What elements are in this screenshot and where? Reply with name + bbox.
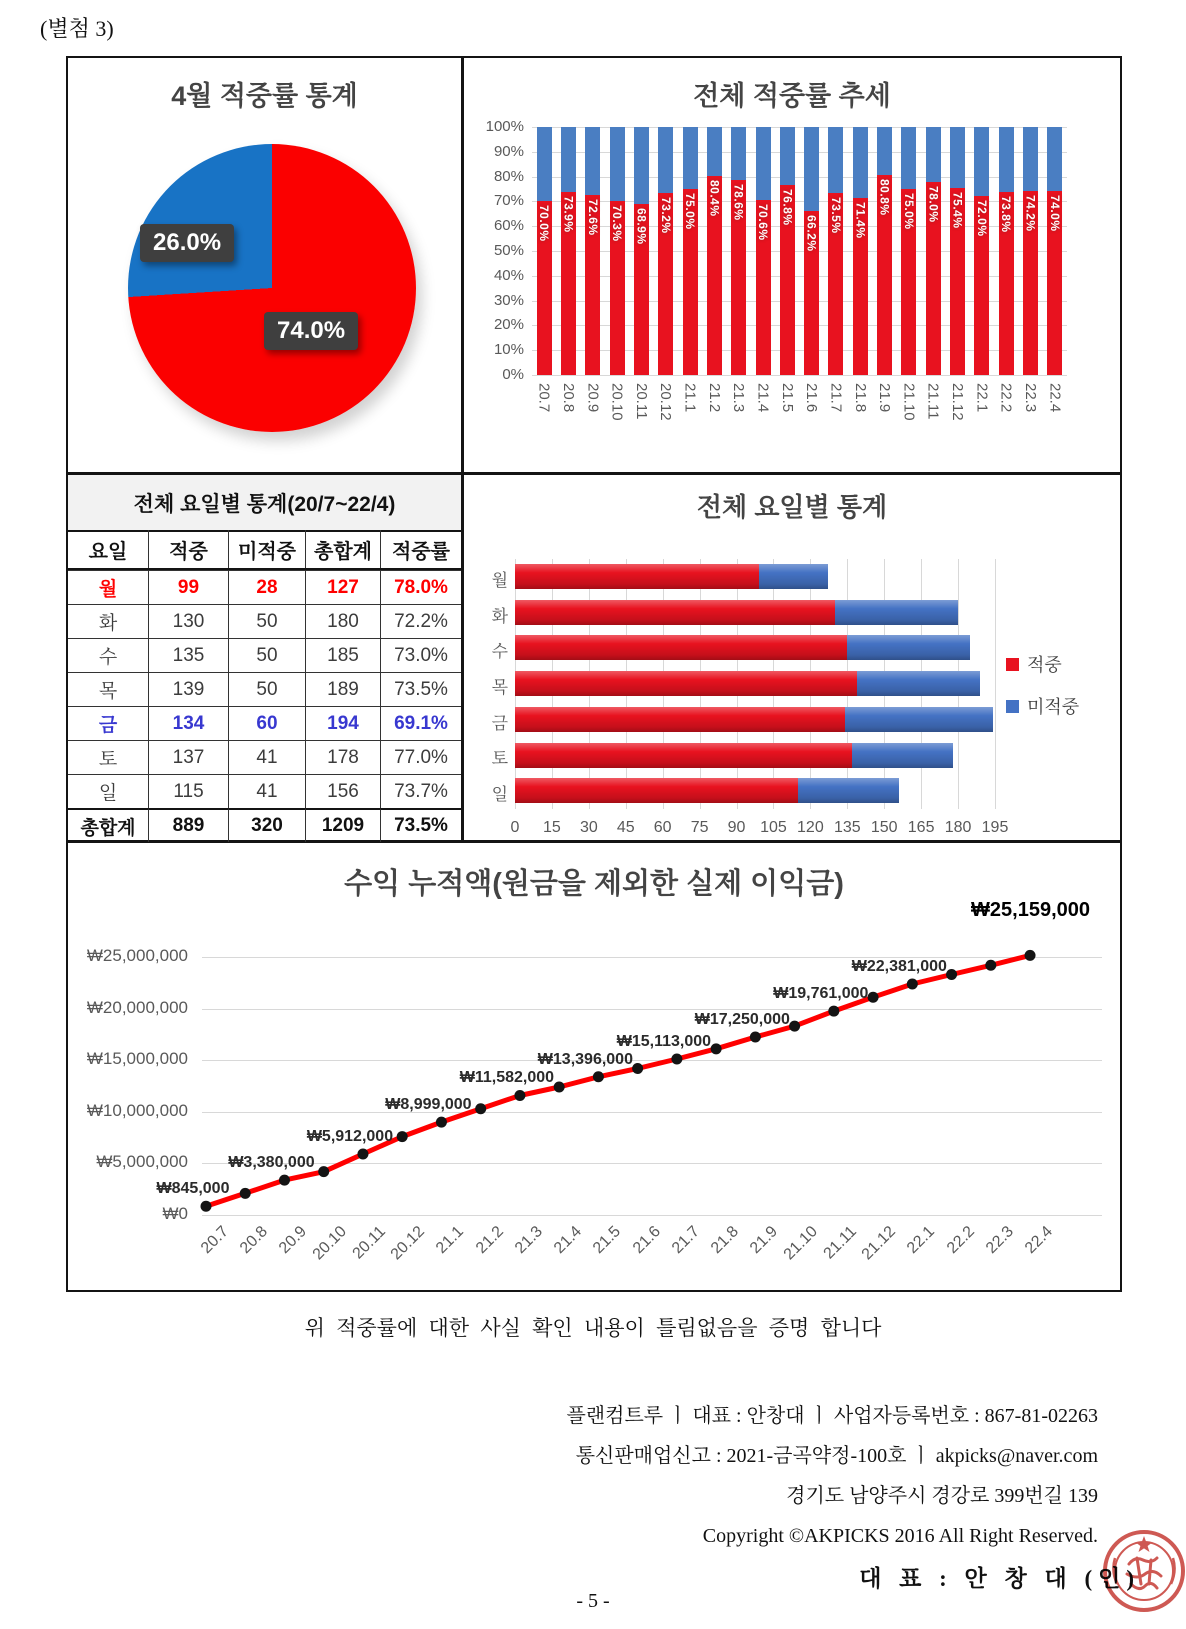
table-header-cell: 적중 [148, 530, 228, 568]
profit-point-marker [750, 1031, 761, 1042]
company-line: 플랜컴트루 ㅣ 대표 : 안창대 ㅣ 사업자등록번호 : 867-81-02263 [566, 1405, 1098, 1427]
weekday-hit-bar [515, 564, 759, 589]
weekday-x-tick: 90 [727, 819, 746, 836]
table-cell: 50 [228, 672, 305, 706]
weekday-hit-bar [515, 600, 835, 625]
trend-x-tick: 22.4 [1046, 383, 1064, 413]
pie-hit-label: 74.0% [264, 312, 358, 350]
weekday-x-tick: 30 [579, 819, 598, 836]
profit-point-label: ₩11,582,000 [459, 1069, 555, 1087]
table-cell: 월 [68, 570, 148, 604]
table-cell: 60 [228, 706, 305, 740]
trend-chart [464, 58, 1120, 472]
trend-x-tick: 22.1 [973, 383, 991, 413]
profit-y-tick: ₩0 [162, 1204, 188, 1223]
seal-star-icon [1136, 1536, 1153, 1552]
attachment-label: (별첨 3) [40, 16, 114, 41]
weekday-hit-bar [515, 707, 845, 732]
table-cell: 73.7% [380, 774, 461, 808]
profit-point-label: ₩8,999,000 [385, 1096, 472, 1114]
profit-x-tick: 22.3 [982, 1223, 1017, 1258]
weekday-x-tick: 0 [510, 819, 520, 836]
profit-point-label: ₩13,396,000 [537, 1050, 633, 1068]
trend-bar-label: 68.9% [634, 208, 649, 245]
weekday-category-label: 토 [491, 749, 508, 769]
profit-point-marker [436, 1117, 447, 1128]
weekday-hit-bar [515, 778, 798, 803]
weekday-chart [464, 475, 1120, 840]
profit-point-label: ₩5,912,000 [306, 1127, 394, 1145]
trend-x-tick: 20.9 [584, 383, 602, 413]
table-cell: 목 [68, 672, 148, 706]
weekday-miss-bar [798, 778, 899, 803]
trend-x-tick: 22.2 [997, 383, 1015, 413]
profit-line-svg [200, 901, 1110, 1231]
table-cell: 178 [305, 740, 380, 774]
table-cell: 50 [228, 638, 305, 672]
trend-y-tick: 60% [493, 217, 524, 235]
profit-x-tick: 21.1 [433, 1223, 468, 1258]
profit-x-tick: 22.2 [943, 1223, 978, 1258]
trend-miss-bar [780, 127, 795, 185]
trend-y-tick: 80% [493, 167, 524, 185]
weekday-x-tick: 150 [870, 819, 898, 836]
trend-bar-label: 74.2% [1023, 194, 1038, 232]
profit-x-tick: 22.1 [904, 1223, 939, 1258]
table-cell: 185 [305, 638, 380, 672]
table-cell: 총합계 [68, 808, 148, 842]
april-pie [128, 144, 416, 432]
profit-x-tick: 20.11 [349, 1223, 389, 1263]
profit-x-tick: 20.9 [276, 1223, 311, 1258]
trend-bar-label: 70.0% [537, 205, 552, 242]
profit-x-tick: 21.10 [780, 1223, 821, 1264]
table-cell: 73.0% [380, 638, 461, 672]
profit-x-tick: 21.2 [472, 1223, 507, 1258]
weekday-chart-title: 전체 요일별 통계 [696, 492, 888, 522]
trend-bar-label: 70.6% [756, 203, 771, 241]
legend-miss-swatch [1006, 700, 1019, 713]
page-number: - 5 - [576, 1590, 610, 1612]
trend-y-tick: 50% [493, 242, 524, 259]
profit-point-marker [1025, 950, 1036, 961]
trend-y-tick: 20% [493, 316, 524, 334]
trend-miss-bar [1023, 127, 1038, 191]
trend-miss-bar [877, 127, 892, 175]
weekday-legend-label: 미적중 [1027, 697, 1080, 717]
table-cell: 139 [148, 672, 228, 706]
trend-bar-label: 78.0% [926, 185, 941, 223]
trend-bar-label: 76.8% [780, 188, 795, 226]
table-cell: 130 [148, 604, 228, 638]
trend-miss-bar [756, 127, 771, 200]
trend-miss-bar [901, 127, 916, 189]
address-line: 경기도 남양주시 경강로 399번길 139 [786, 1485, 1098, 1507]
profit-point-marker [593, 1071, 604, 1082]
weekday-hit-bar [515, 743, 852, 768]
table-cell: 금 [68, 706, 148, 740]
table-row [68, 570, 461, 604]
trend-miss-bar [828, 127, 843, 193]
profit-point-marker [514, 1090, 525, 1101]
trend-x-tick: 21.12 [949, 383, 967, 421]
table-header-row [68, 530, 461, 570]
trend-y-tick: 70% [493, 192, 524, 210]
trend-bar-label: 73.8% [999, 195, 1014, 233]
table-cell: 41 [228, 740, 305, 774]
weekday-miss-bar [835, 600, 958, 625]
trend-x-tick: 21.5 [778, 383, 796, 413]
trend-miss-bar [974, 127, 989, 196]
trend-bar-label: 75.0% [683, 193, 698, 230]
weekday-x-tick: 45 [616, 819, 635, 836]
trend-x-tick: 21.8 [851, 383, 869, 413]
profit-point-marker [907, 979, 918, 990]
trend-bar-label: 73.9% [561, 195, 576, 233]
april-pie-chart [68, 58, 461, 472]
table-cell: 화 [68, 604, 148, 638]
table-row [68, 604, 461, 638]
trend-x-tick: 21.3 [730, 383, 748, 413]
weekday-legend-item [1006, 693, 1079, 719]
profit-point-marker [828, 1006, 839, 1017]
trend-bar-label: 80.4% [707, 179, 722, 217]
profit-point-marker [671, 1054, 682, 1065]
profit-point-label: ₩3,380,000 [228, 1154, 315, 1172]
profit-y-tick: ₩5,000,000 [96, 1152, 188, 1172]
trend-y-tick: 40% [493, 266, 524, 284]
profit-x-tick: 21.3 [511, 1223, 546, 1258]
weekday-miss-bar [759, 564, 828, 589]
weekday-miss-bar [847, 635, 970, 660]
profit-x-tick: 21.12 [858, 1223, 900, 1264]
table-cell: 73.5% [380, 672, 461, 706]
trend-miss-bar [610, 127, 625, 201]
trend-x-tick: 20.7 [535, 383, 553, 413]
weekday-x-tick: 165 [907, 819, 935, 836]
table-cell: 99 [148, 570, 228, 604]
profit-point-marker [357, 1148, 368, 1159]
pie-miss-label: 26.0% [140, 224, 234, 262]
trend-bar-label: 73.5% [828, 196, 843, 234]
table-cell: 180 [305, 604, 380, 638]
weekday-x-tick: 195 [981, 819, 1009, 836]
trend-x-tick: 21.4 [754, 383, 772, 413]
table-cell: 토 [68, 740, 148, 774]
trend-miss-bar [999, 127, 1014, 192]
table-cell: 72.2% [380, 604, 461, 638]
table-cell: 78.0% [380, 570, 461, 604]
trend-bar-label: 75.0% [901, 193, 916, 230]
table-header-cell: 요일 [88, 540, 128, 563]
profit-x-tick: 21.9 [747, 1223, 782, 1258]
trend-bar-label: 66.2% [804, 214, 819, 252]
weekday-x-tick: 15 [543, 819, 561, 836]
trend-miss-bar [731, 127, 746, 180]
trend-x-tick: 20.8 [559, 383, 577, 413]
trend-chart-title: 전체 적중률 추세 [693, 81, 891, 111]
weekday-hit-bar [515, 671, 857, 696]
profit-point-label: ₩17,250,000 [694, 1010, 790, 1028]
seal-script-marks [1127, 1558, 1161, 1589]
trend-x-tick: 20.12 [657, 383, 675, 421]
profit-point-marker [279, 1175, 290, 1186]
trend-x-tick: 22.3 [1022, 383, 1040, 413]
profit-point-marker [985, 960, 996, 971]
profit-x-tick: 21.6 [629, 1223, 664, 1258]
trend-bar-label: 75.4% [950, 192, 965, 229]
profit-chart [68, 843, 1120, 1290]
profit-x-tick: 20.7 [197, 1223, 233, 1258]
table-cell: 320 [228, 808, 305, 842]
trend-x-tick: 21.11 [924, 383, 942, 420]
copyright-line: Copyright ©AKPICKS 2016 All Right Reserved. [702, 1525, 1098, 1547]
table-cell: 134 [148, 706, 228, 740]
trend-gridline [532, 375, 1067, 376]
table-header-cell: 적중률 [380, 530, 461, 568]
weekday-gridline [995, 559, 996, 809]
trend-x-tick: 21.9 [876, 383, 894, 413]
legend-hit-swatch [1006, 658, 1019, 671]
trend-miss-bar [1047, 127, 1062, 191]
profit-chart-title: 수익 누적액(원금을 제외한 실제 이익금) [344, 868, 844, 900]
table-cell: 41 [228, 774, 305, 808]
report-charts-frame [66, 56, 1122, 1292]
profit-x-tick: 21.8 [708, 1223, 743, 1258]
profit-point-label: ₩19,761,000 [773, 985, 869, 1003]
trend-bar-label: 70.3% [610, 204, 625, 242]
trend-miss-bar [634, 127, 649, 204]
trend-y-tick: 10% [493, 341, 524, 359]
weekday-x-tick: 60 [653, 819, 672, 836]
table-cell: 889 [148, 808, 228, 842]
weekday-x-tick: 105 [760, 819, 787, 836]
table-cell: 156 [305, 774, 380, 808]
trend-bar-label: 74.0% [1047, 195, 1062, 232]
trend-miss-bar [537, 127, 552, 201]
profit-point-label: ₩15,113,000 [616, 1033, 712, 1051]
weekday-x-tick: 180 [944, 819, 972, 836]
trend-miss-bar [561, 127, 576, 192]
weekday-table-body [68, 530, 461, 840]
trend-x-tick: 21.1 [681, 383, 699, 413]
trend-miss-bar [853, 127, 868, 198]
license-line: 통신판매업신고 : 2021-금곡약정-100호 ㅣ akpicks@naver.com [575, 1445, 1098, 1467]
trend-x-tick: 21.6 [803, 383, 821, 413]
weekday-miss-bar [857, 671, 980, 696]
weekday-miss-bar [845, 707, 993, 732]
trend-y-tick: 90% [493, 142, 524, 160]
profit-x-tick: 21.7 [668, 1223, 703, 1258]
table-row [68, 740, 461, 774]
trend-bar-label: 78.6% [731, 184, 746, 221]
trend-x-tick: 20.10 [608, 383, 626, 421]
trend-y-tick: 100% [485, 118, 524, 135]
trend-x-tick: 21.7 [827, 383, 845, 413]
weekday-miss-bar [852, 743, 953, 768]
table-cell: 135 [148, 638, 228, 672]
pie-chart-title: 4월 적중률 통계 [171, 81, 358, 111]
weekday-hit-bar [515, 635, 847, 660]
table-cell: 137 [148, 740, 228, 774]
profit-x-tick: 21.5 [590, 1223, 625, 1258]
trend-x-tick: 21.2 [705, 383, 723, 413]
trend-bar-label: 80.8% [877, 178, 892, 216]
weekday-category-label: 목 [491, 678, 508, 697]
profit-x-tick: 21.11 [820, 1223, 860, 1263]
table-header-cell: 미적중 [228, 530, 305, 568]
profit-point-label: ₩845,000 [156, 1180, 230, 1198]
table-row [68, 808, 461, 842]
profit-y-tick: ₩20,000,000 [86, 997, 188, 1017]
weekday-category-label: 금 [491, 713, 508, 733]
table-row [68, 706, 461, 740]
table-cell: 수 [68, 638, 148, 672]
trend-x-tick: 20.11 [632, 383, 650, 420]
weekday-category-label: 월 [491, 570, 508, 590]
ceo-signature-line: 대 표 : 안 창 대 (인) [859, 1566, 1140, 1591]
table-row [68, 774, 461, 808]
profit-y-tick: ₩25,000,000 [86, 946, 188, 965]
trend-miss-bar [926, 127, 941, 182]
table-cell: 115 [148, 774, 228, 808]
table-cell: 28 [228, 570, 305, 604]
trend-y-tick: 0% [502, 366, 524, 383]
weekday-legend-item [1006, 651, 1062, 677]
table-row [68, 672, 461, 706]
weekday-category-label: 일 [491, 785, 508, 805]
trend-miss-bar [683, 127, 698, 189]
weekday-x-tick: 75 [690, 819, 709, 836]
table-header-cell: 총합계 [305, 530, 380, 568]
table-cell: 127 [305, 570, 380, 604]
weekday-x-tick: 135 [833, 819, 861, 836]
company-info-block [566, 1396, 1098, 1556]
trend-y-tick: 30% [493, 291, 524, 309]
profit-y-tick: ₩10,000,000 [86, 1100, 188, 1120]
profit-x-tick: 21.4 [551, 1223, 586, 1258]
table-cell: 1209 [305, 808, 380, 842]
trend-miss-bar [804, 127, 819, 211]
table-cell: 일 [68, 774, 148, 808]
profit-point-label: ₩22,381,000 [851, 958, 947, 976]
profit-x-tick: 22.4 [1022, 1223, 1057, 1258]
table-cell: 73.5% [380, 808, 461, 842]
weekday-legend-label: 적중 [1027, 655, 1062, 675]
weekday-table [68, 475, 461, 840]
profit-point-label: ₩25,159,000 [971, 899, 1091, 922]
profit-point-marker [201, 1201, 212, 1212]
weekday-category-label: 화 [491, 606, 508, 626]
trend-miss-bar [950, 127, 965, 188]
table-cell: 77.0% [380, 740, 461, 774]
trend-miss-bar [707, 127, 722, 176]
trend-miss-bar [585, 127, 600, 195]
table-row [68, 638, 461, 672]
trend-miss-bar [658, 127, 673, 193]
profit-y-tick: ₩15,000,000 [86, 1049, 188, 1069]
table-cell: 69.1% [380, 706, 461, 740]
trend-bar-label: 72.0% [974, 200, 989, 237]
trend-x-tick: 21.10 [900, 383, 918, 421]
weekday-category-label: 수 [491, 642, 508, 662]
certify-statement: 위 적중률에 대한 사실 확인 내용이 틀림없음을 증명 합니다 [304, 1316, 882, 1340]
trend-bar-label: 71.4% [853, 201, 868, 239]
profit-x-tick: 20.10 [309, 1223, 350, 1264]
profit-x-tick: 20.8 [237, 1223, 272, 1258]
weekday-x-tick: 120 [797, 819, 824, 836]
trend-bar-label: 72.6% [585, 198, 600, 236]
weekday-table-title: 전체 요일별 통계(20/7~22/4) [68, 475, 461, 532]
table-cell: 189 [305, 672, 380, 706]
trend-bar-label: 73.2% [658, 197, 673, 234]
profit-x-tick: 20.12 [387, 1223, 429, 1264]
table-cell: 194 [305, 706, 380, 740]
table-cell: 50 [228, 604, 305, 638]
